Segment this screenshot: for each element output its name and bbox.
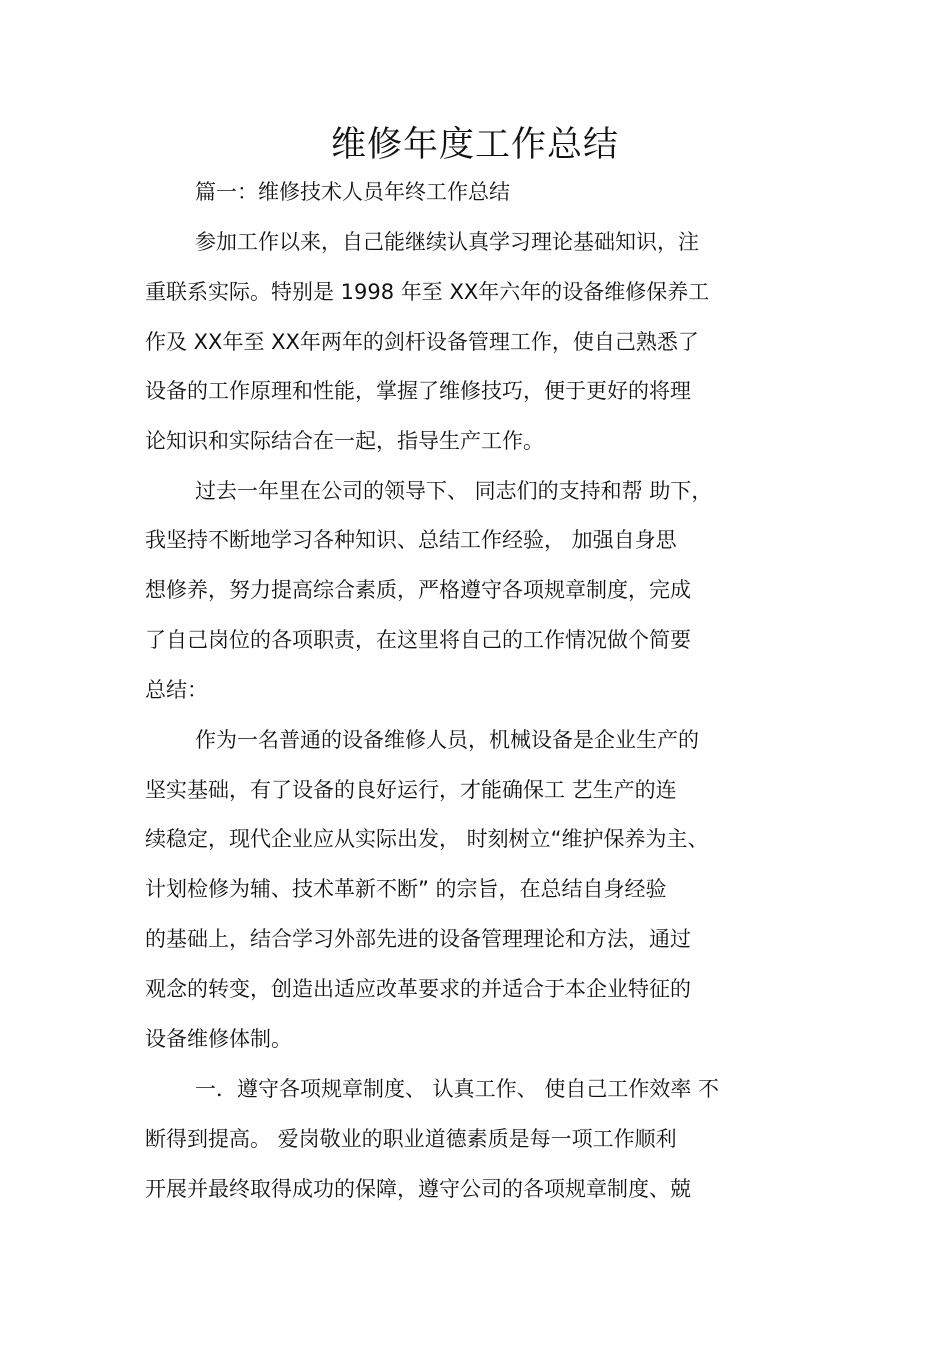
paragraph-line: 的基础上，结合学习外部先进的设备管理理论和方法，通过 — [145, 927, 691, 951]
section-heading: 篇一：维修技术人员年终工作总结 — [195, 180, 510, 204]
paragraph-line: 一．遵守各项规章制度、 认真工作、 使自己工作效率 不 — [195, 1077, 720, 1101]
paragraph-line: 参加工作以来，自己能继续认真学习理论基础知识，注 — [195, 230, 699, 254]
paragraph-line: 断得到提高。 爱岗敬业的职业道德素质是每一项工作顺利 — [145, 1127, 677, 1151]
paragraph-line: 开展并最终取得成功的保障，遵守公司的各项规章制度、兢 — [145, 1177, 691, 1201]
paragraph-line: 总结： — [145, 678, 208, 702]
paragraph-line: 作及 XX年至 XX年两年的剑杆设备管理工作，使自己熟悉了 — [145, 330, 699, 354]
paragraph-line: 续稳定，现代企业应从实际出发， 时刻树立“维护保养为主、 — [145, 827, 709, 851]
paragraph-line: 作为一名普通的设备维修人员，机械设备是企业生产的 — [195, 728, 699, 752]
paragraph-line: 坚实基础，有了设备的良好运行，才能确保工 艺生产的连 — [145, 778, 677, 802]
paragraph-line: 观念的转变，创造出适应改革要求的并适合于本企业特征的 — [145, 977, 691, 1001]
paragraph-line: 计划检修为辅、技术革新不断” 的宗旨，在总结自身经验 — [145, 877, 667, 901]
paragraph-line: 设备维修体制。 — [145, 1027, 292, 1051]
document-title: 维修年度工作总结 — [330, 125, 619, 165]
paragraph-line: 过去一年里在公司的领导下、 同志们的支持和帮 助下， — [195, 479, 713, 503]
paragraph-line: 设备的工作原理和性能，掌握了维修技巧，便于更好的将理 — [145, 379, 691, 403]
paragraph-line: 我坚持不断地学习各种知识、总结工作经验， 加强自身思 — [145, 528, 677, 552]
paragraph-line: 论知识和实际结合在一起，指导生产工作。 — [145, 429, 544, 453]
paragraph-line: 了自己岗位的各项职责，在这里将自己的工作情况做个简要 — [145, 628, 691, 652]
paragraph-line: 想修养，努力提高综合素质，严格遵守各项规章制度，完成 — [145, 578, 691, 602]
paragraph-line: 重联系实际。特别是 1998 年至 XX年六年的设备维修保养工 — [145, 280, 710, 304]
